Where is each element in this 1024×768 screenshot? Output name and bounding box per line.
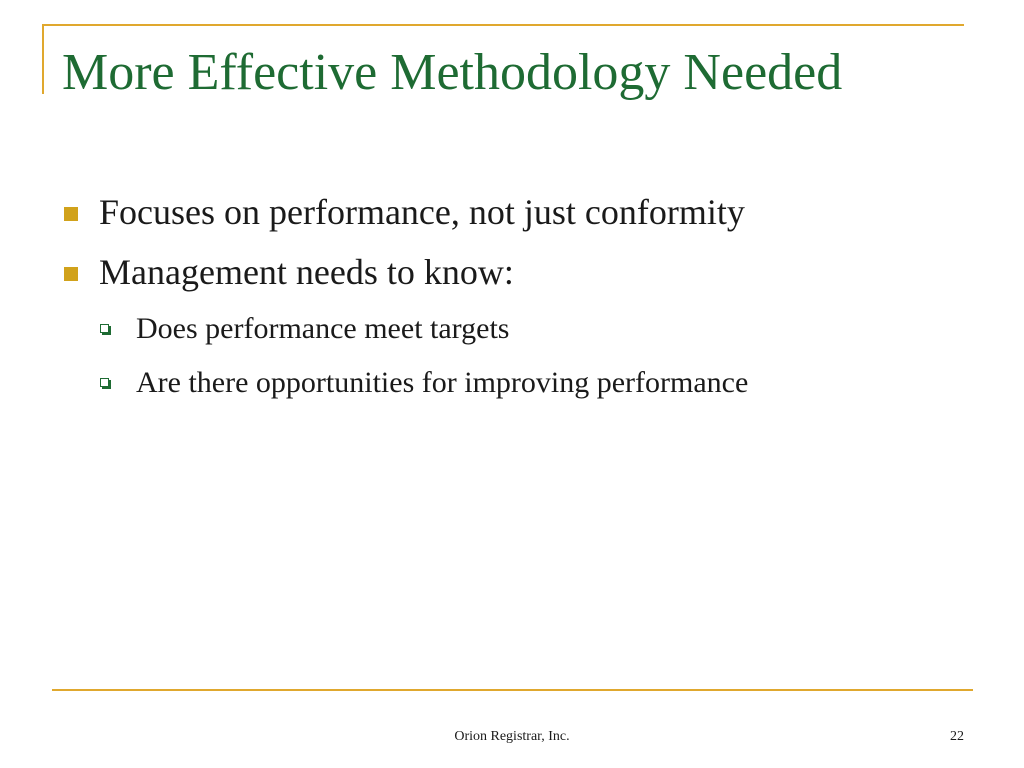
footer-company: Orion Registrar, Inc. bbox=[454, 729, 570, 744]
title-frame-top-rule bbox=[42, 24, 964, 26]
bullet-text: Management needs to know: bbox=[99, 252, 514, 292]
footer-rule bbox=[52, 689, 973, 691]
filled-square-bullet-icon bbox=[64, 207, 78, 221]
bullet-text: Focuses on performance, not just conformity bbox=[99, 192, 745, 232]
sub-bullet-text: Are there opportunities for improving performance bbox=[136, 366, 749, 399]
sub-bullet-text: Does performance meet targets bbox=[136, 312, 510, 345]
hollow-square-bullet-icon bbox=[100, 378, 109, 387]
hollow-square-bullet-icon bbox=[100, 324, 109, 333]
page-number: 22 bbox=[950, 729, 964, 744]
title-frame-left-rule bbox=[42, 24, 44, 94]
filled-square-bullet-icon bbox=[64, 267, 78, 281]
slide-title: More Effective Methodology Needed bbox=[62, 44, 843, 101]
